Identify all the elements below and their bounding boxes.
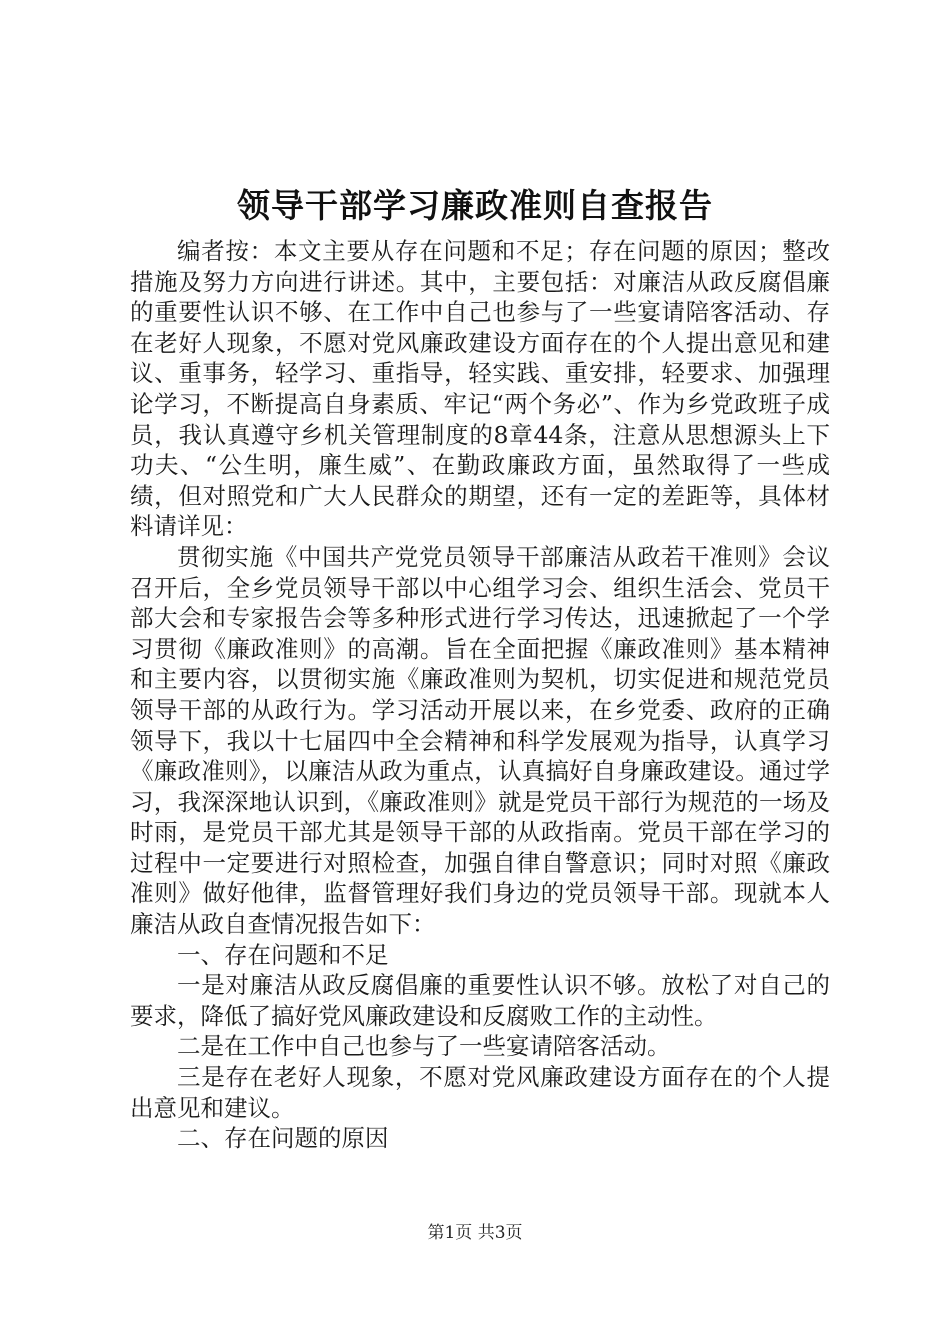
paragraph-intro: 贯彻实施《中国共产党党员领导干部廉洁从政若干准则》会议召开后，全乡党员领导干部以中心组学习会、组织生活会、党员干部大会和专家报告会等多种形式进行学习传达，迅速掀起了一个学习贯彻《廉政准则》的高潮。旨在全面把握《廉政准则》基本精神和主要内容，以贯彻实施《廉政准则为契机，切实促进和规范党员领导干部的从政行为。学习活动开展以来，在乡党委、政府的正确领导下，我以十七届四中全会精神和科学发展观为指导，认真学习《廉政准则》，以廉洁从政为重点，认真搞好自身廉政建设。通过学习，我深深地认识到，《廉政准则》就是党员干部行为规范的一场及时雨，是党员干部尤其是领导干部的从政指南。党员干部在学习的过程中一定要进行对照检查，加强自律自警意识；同时对照《廉政准则》做好他律，监督管理好我们身边的党员领导干部。现就本人廉洁从政自查情况报告如下： <box>130 542 830 939</box>
document-title: 领导干部学习廉政准则自查报告 <box>237 186 713 225</box>
section-heading-causes: 二、存在问题的原因 <box>177 1124 389 1153</box>
paragraph-problem-3: 三是存在老好人现象，不愿对党风廉政建设方面存在的个人提出意见和建议。 <box>130 1063 830 1122</box>
document-body <box>130 236 830 1154</box>
page-footer: 第1页 共3页 <box>427 1223 523 1243</box>
section-heading-problems: 一、存在问题和不足 <box>177 940 389 969</box>
paragraph-problem-1: 一是对廉洁从政反腐倡廉的重要性认识不够。放松了对自己的要求，降低了搞好党风廉政建设和反腐败工作的主动性。 <box>130 971 830 1030</box>
paragraph-problem-2: 二是在工作中自己也参与了一些宴请陪客活动。 <box>177 1032 671 1061</box>
paragraph-editor-note: 编者按：本文主要从存在问题和不足；存在问题的原因；整改措施及努力方向进行讲述。其中，主要包括：对廉洁从政反腐倡廉的重要性认识不够、在工作中自己也参与了一些宴请陪客活动、存在老好人现象，不愿对党风廉政建设方面存在的个人提出意见和建议、重事务，轻学习、重指导，轻实践、重安排，轻要求、加强理论学习，不断提高自身素质、牢记“两个务必”、作为乡党政班子成员，我认真遵守乡机关管理制度的8章44条，注意从思想源头上下功夫、“公生明，廉生威”、在勤政廉政方面，虽然取得了一些成绩，但对照党和广大人民群众的期望，还有一定的差距等，具体材料请详见： <box>130 237 830 541</box>
